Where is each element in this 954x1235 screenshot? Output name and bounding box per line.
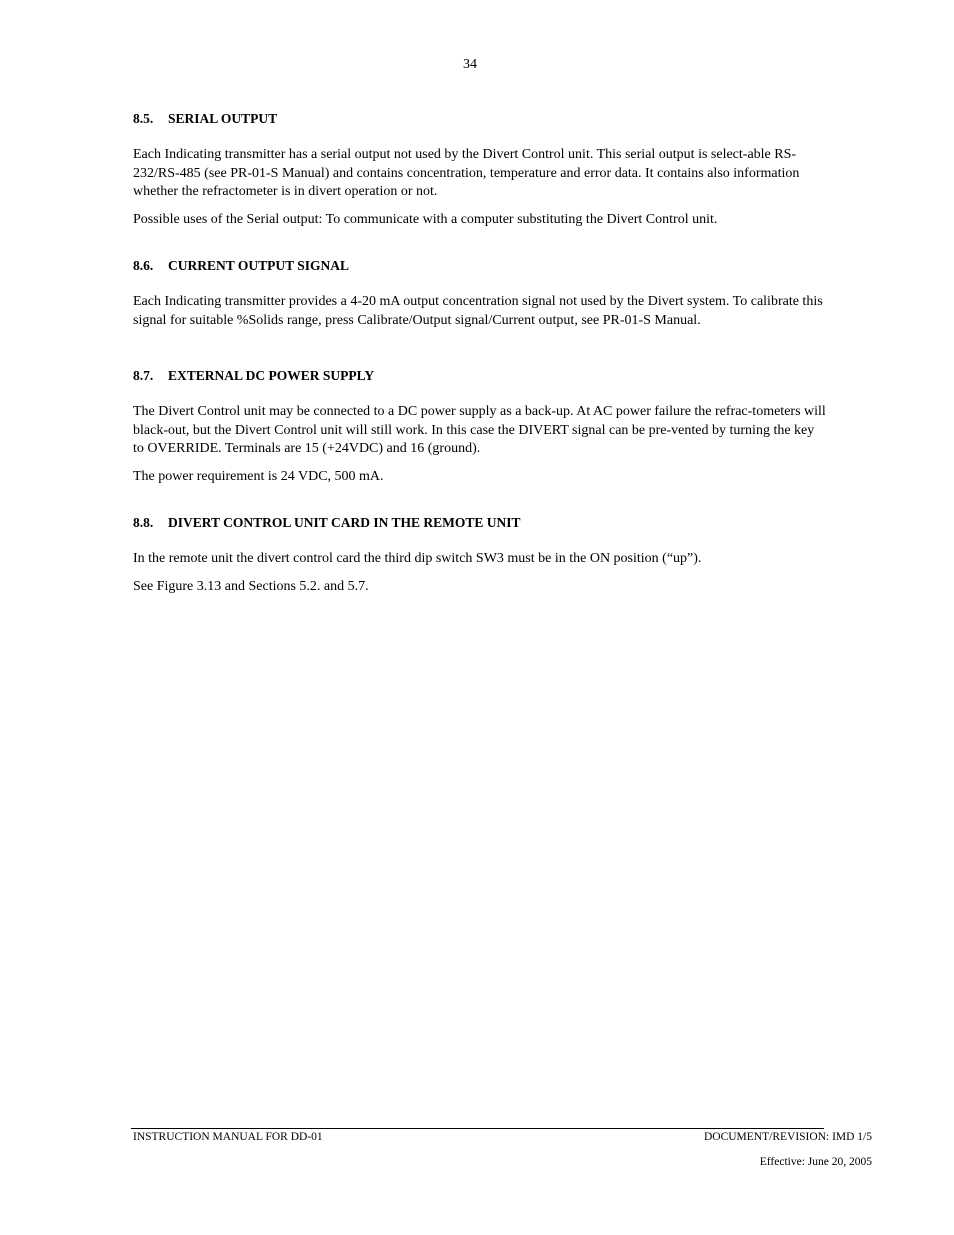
section-heading: [133, 514, 828, 532]
paragraph: Each Indicating transmitter has a serial output not used by the Divert Control unit. This serial output is select-able RS-232/RS-485 (see PR-01-S Manual) and contains concentration, temperature and error data. It contains also information whether the refractometer is in divert operation or not.: [133, 147, 800, 199]
paragraph: In the remote unit the divert control card the third dip switch SW3 must be in the ON position (“up”).: [133, 551, 702, 566]
footer-divider: [131, 1128, 824, 1129]
section-title: SERIAL OUTPUT: [168, 111, 278, 126]
section-heading: [133, 257, 828, 275]
footer-manual-title: INSTRUCTION MANUAL FOR DD-01: [133, 1131, 323, 1143]
section-external-dc-power-supply: [133, 367, 828, 486]
section-number: 8.7.: [133, 368, 154, 383]
document-body: [133, 110, 828, 605]
paragraph: Each Indicating transmitter provides a 4-20 mA output concentration signal not used by the Divert system. To calibrate this signal for suitable %Solids range, press Calibrate/Output signal/Current output, see PR-01-S Manual.: [133, 294, 823, 328]
paragraph: The power requirement is 24 VDC, 500 mA.: [133, 468, 384, 484]
section-title: EXTERNAL DC POWER SUPPLY: [168, 368, 375, 383]
page-number: 34: [463, 57, 477, 72]
paragraph: See Figure 3.13 and Sections 5.2. and 5.7.: [133, 578, 369, 594]
section-heading: [133, 110, 828, 128]
section-number: 8.5.: [133, 111, 154, 126]
section-number: 8.8.: [133, 515, 154, 530]
paragraph: The Divert Control unit may be connected to a DC power supply as a back-up. At AC power failure the refrac-tometers will black-out, but the Divert Control unit will still work. In this case the DIVERT signal can be pre-vented by turning the key to OVERRIDE. Terminals are 15 (+24VDC) and 16 (ground).: [133, 404, 826, 456]
paragraph: Possible uses of the Serial output: To communicate with a computer substituting the Divert Control unit.: [133, 211, 718, 227]
section-title: CURRENT OUTPUT SIGNAL: [168, 258, 350, 273]
section-divert-control-unit-card: [133, 514, 828, 596]
footer-document-revision: DOCUMENT/REVISION: IMD 1/5: [703, 1131, 872, 1143]
footer-effective-date: Effective: June 20, 2005: [759, 1156, 872, 1168]
section-heading: [133, 367, 828, 385]
section-number: 8.6.: [133, 258, 154, 273]
section-title: DIVERT CONTROL UNIT CARD IN THE REMOTE UNIT: [168, 515, 521, 530]
section-serial-output: [133, 110, 828, 229]
section-current-output-signal: [133, 257, 828, 330]
